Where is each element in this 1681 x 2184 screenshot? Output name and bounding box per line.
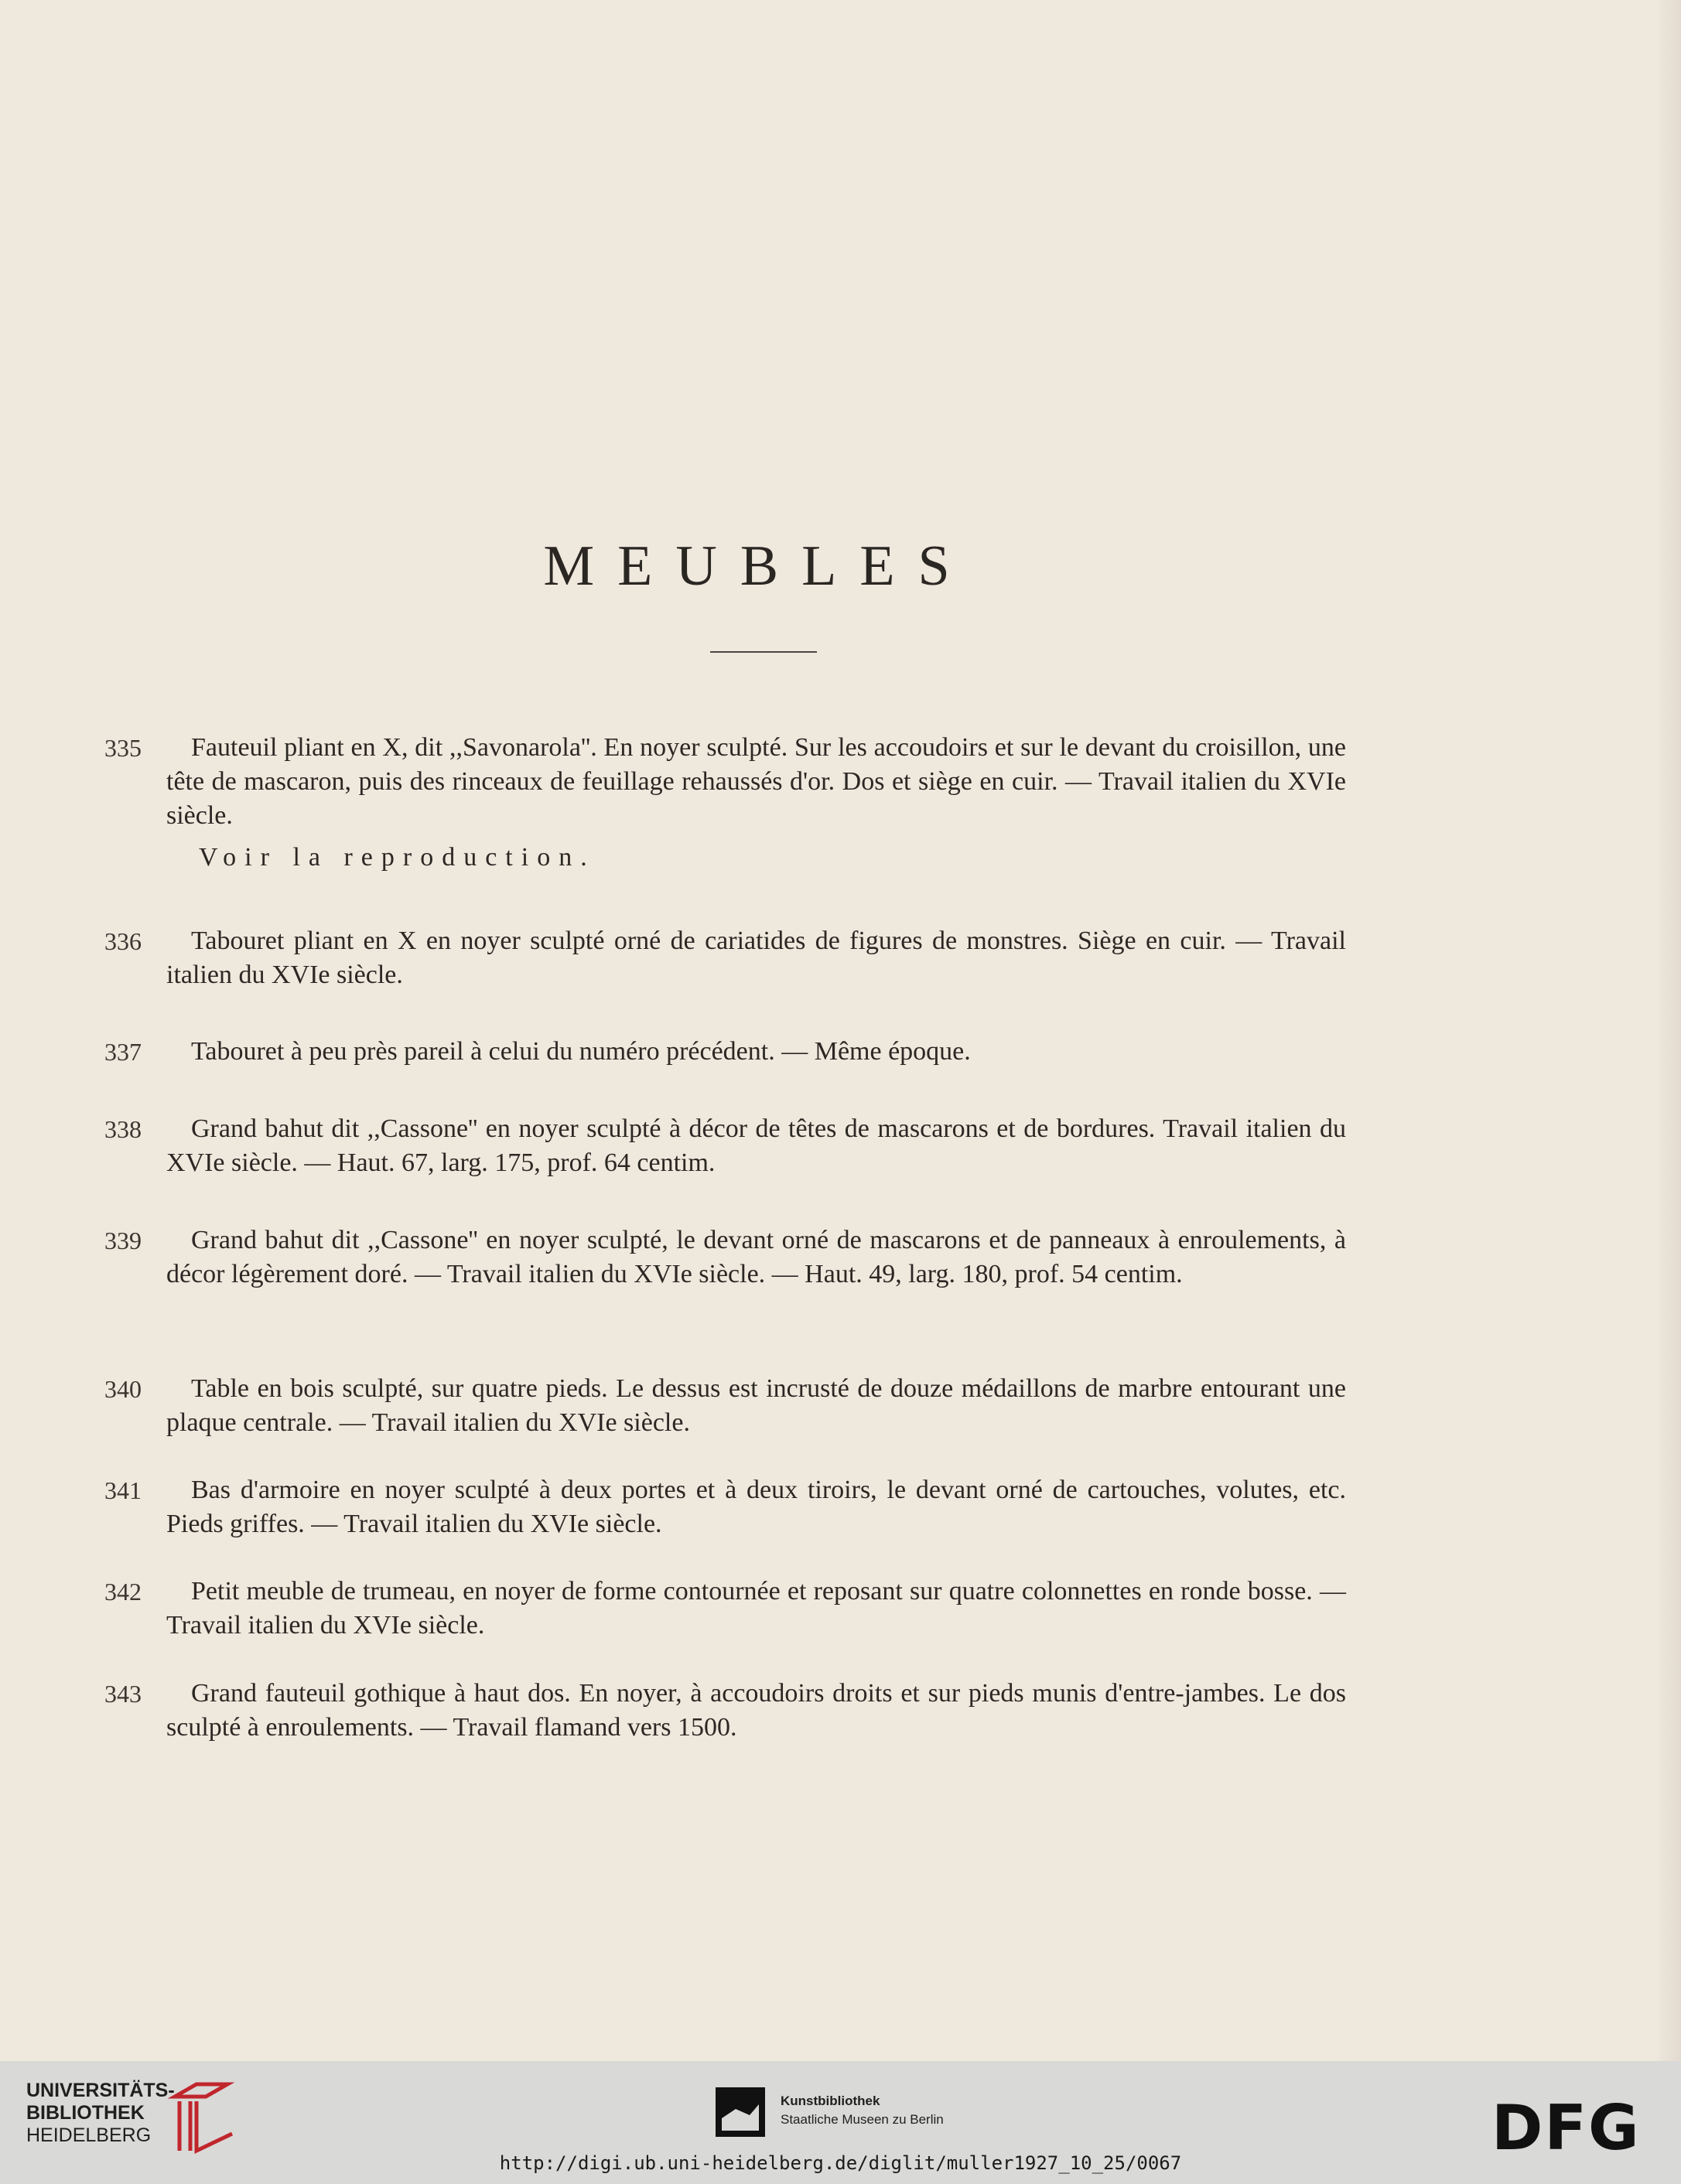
- catalog-entry-339: [104, 1223, 1346, 1292]
- catalog-entry-336: [104, 924, 1346, 992]
- entry-text: Fauteuil pliant en X, dit ,,Savonarola''. En noyer sculpté. Sur les accoudoirs et sur le devant du croisillon, une tête de mascaron, puis des rinceaux de feuillage rehaussés d'or. Dos et siège en cuir. — Travail italien du XVIe siècle.: [166, 733, 1346, 830]
- entry-note: Voir la reproduction.: [199, 843, 596, 872]
- catalog-entry-335: [104, 731, 1346, 875]
- catalog-entry-340: [104, 1372, 1346, 1440]
- entry-text: Grand bahut dit ,,Cassone'' en noyer sculpté à décor de têtes de mascarons et de bordures. Travail italien du XVIe siècle. — Haut. 67, larg. 175, prof. 64 centim.: [166, 1114, 1346, 1177]
- entry-number: 337: [104, 1038, 142, 1066]
- entry-text: Table en bois sculpté, sur quatre pieds. Le dessus est incrusté de douze médaillons de marbre entourant une plaque centrale. — Travail italien du XVIe siècle.: [166, 1374, 1346, 1437]
- kunstbibliothek-mark-icon: [716, 2087, 765, 2137]
- page-edge: [1659, 0, 1681, 2061]
- entry-number: 335: [104, 734, 142, 762]
- catalog-entry-343: [104, 1677, 1346, 1745]
- entry-number: 341: [104, 1476, 142, 1504]
- catalog-entry-341: [104, 1473, 1346, 1541]
- entry-text: Petit meuble de trumeau, en noyer de forme contournée et reposant sur quatre colonnettes en ronde bosse. — Travail italien du XVIe siècle.: [166, 1577, 1346, 1640]
- entry-number: 336: [104, 927, 142, 955]
- entry-text: Tabouret à peu près pareil à celui du numéro précédent. — Même époque.: [191, 1037, 971, 1066]
- entry-number: 338: [104, 1115, 142, 1143]
- heading-rule: [710, 651, 817, 653]
- library-emblem-icon: [167, 2080, 237, 2154]
- catalog-entry-342: [104, 1575, 1346, 1643]
- entry-text: Tabouret pliant en X en noyer sculpté orné de cariatides de figures de monstres. Siège en cuir. — Travail italien du XVIe siècle.: [166, 926, 1346, 989]
- entry-text: Grand fauteuil gothique à haut dos. En noyer, à accoudoirs droits et sur pieds munis d'entre-jambes. Le dos sculpté à enroulements. — Travail flamand vers 1500.: [166, 1679, 1346, 1742]
- entry-number: 342: [104, 1578, 142, 1606]
- dfg-logo[interactable]: DFG: [1491, 2092, 1641, 2164]
- university-library-name: UNIVERSITÄTS- BIBLIOTHEK HEIDELBERG: [26, 2080, 175, 2146]
- entry-text: Grand bahut dit ,,Cassone'' en noyer sculpté, le devant orné de mascarons et de panneaux à enroulements, à décor légèrement doré. — Travail italien du XVIe siècle. — Haut. 49, larg. 180, prof. 54 centim.: [166, 1226, 1346, 1288]
- kunstbibliothek-name: Kunstbibliothek Staatliche Museen zu Berlin: [781, 2094, 944, 2127]
- digitization-footer: [0, 2061, 1681, 2184]
- entry-number: 339: [104, 1227, 142, 1254]
- entry-number: 343: [104, 1680, 142, 1708]
- heidelberg-university-library-logo[interactable]: [26, 2080, 235, 2154]
- catalog-entry-337: [104, 1035, 1346, 1069]
- permalink-url[interactable]: http://digi.ub.uni-heidelberg.de/diglit/muller1927_10_25/0067: [499, 2152, 1182, 2174]
- catalog-entry-338: [104, 1112, 1346, 1180]
- entry-number: 340: [104, 1375, 142, 1403]
- section-heading: MEUBLES: [543, 534, 973, 598]
- entry-text: Bas d'armoire en noyer sculpté à deux portes et à deux tiroirs, le devant orné de cartouches, volutes, etc. Pieds griffes. — Travail italien du XVIe siècle.: [166, 1476, 1346, 1538]
